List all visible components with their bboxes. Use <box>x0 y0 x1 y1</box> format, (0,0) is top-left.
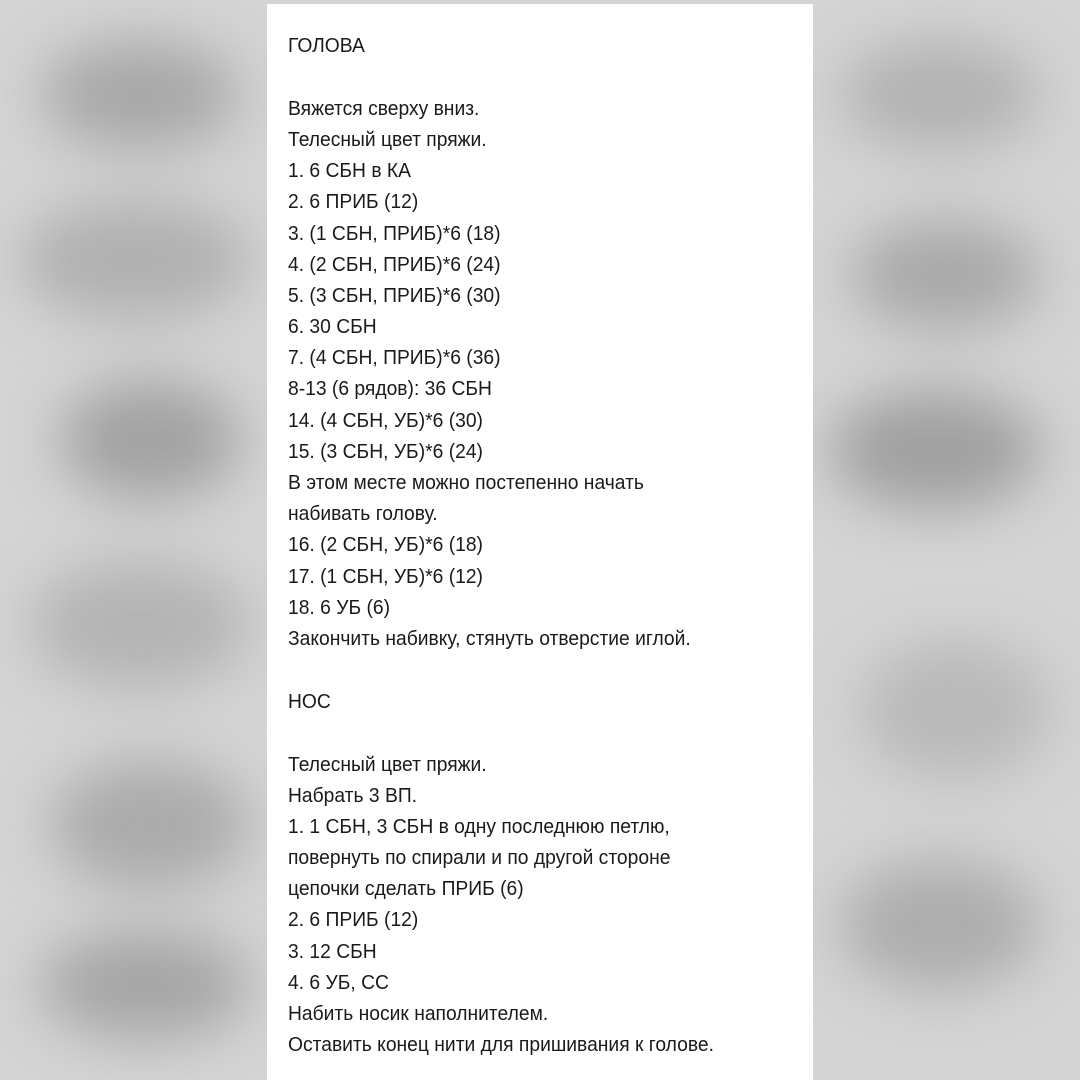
text-line: набивать голову. <box>288 502 438 526</box>
text-line: 5. (3 СБН, ПРИБ)*6 (30) <box>288 283 501 307</box>
text-line: 18. 6 УБ (6) <box>288 595 391 619</box>
text-line: 6. 30 СБН <box>288 315 377 339</box>
document-page <box>267 4 813 1080</box>
text-line: Телесный цвет пряжи. <box>288 752 487 776</box>
text-line: 1. 6 СБН в КА <box>288 159 412 183</box>
text-line: 2. 6 ПРИБ (12) <box>288 908 419 932</box>
text-line: 17. (1 СБН, УБ)*6 (12) <box>288 564 483 588</box>
text-line: 3. (1 СБН, ПРИБ)*6 (18) <box>288 221 501 245</box>
section-heading-nose: НОС <box>288 689 331 713</box>
text-line: цепочки сделать ПРИБ (6) <box>288 877 524 901</box>
text-line: 2. 6 ПРИБ (12) <box>288 190 419 214</box>
text-line: Вяжется сверху вниз. <box>288 96 480 120</box>
text-line: Оставить конец нити для пришивания к голове. <box>288 1033 714 1057</box>
section-heading-head: ГОЛОВА <box>288 34 365 57</box>
text-line: 3. 12 СБН <box>288 939 377 963</box>
text-line: 1. 1 СБН, 3 СБН в одну последнюю петлю, <box>288 814 670 838</box>
text-line: В этом месте можно постепенно начать <box>288 471 644 495</box>
text-line: 8-13 (6 рядов): 36 СБН <box>288 377 492 401</box>
text-line: Набить носик наполнителем. <box>288 1002 549 1026</box>
text-line: 4. 6 УБ, СС <box>288 970 389 994</box>
text-line: Закончить набивку, стянуть отверстие иглой. <box>288 626 691 650</box>
text-line: 16. (2 СБН, УБ)*6 (18) <box>288 533 483 557</box>
text-line: Набрать 3 ВП. <box>288 783 418 807</box>
text-line: 4. (2 СБН, ПРИБ)*6 (24) <box>288 252 501 276</box>
text-line: 15. (3 СБН, УБ)*6 (24) <box>288 439 483 463</box>
text-line: повернуть по спирали и по другой стороне <box>288 846 671 870</box>
text-line: 14. (4 СБН, УБ)*6 (30) <box>288 408 483 432</box>
text-line: Телесный цвет пряжи. <box>288 127 487 151</box>
text-line: 7. (4 СБН, ПРИБ)*6 (36) <box>288 346 501 370</box>
